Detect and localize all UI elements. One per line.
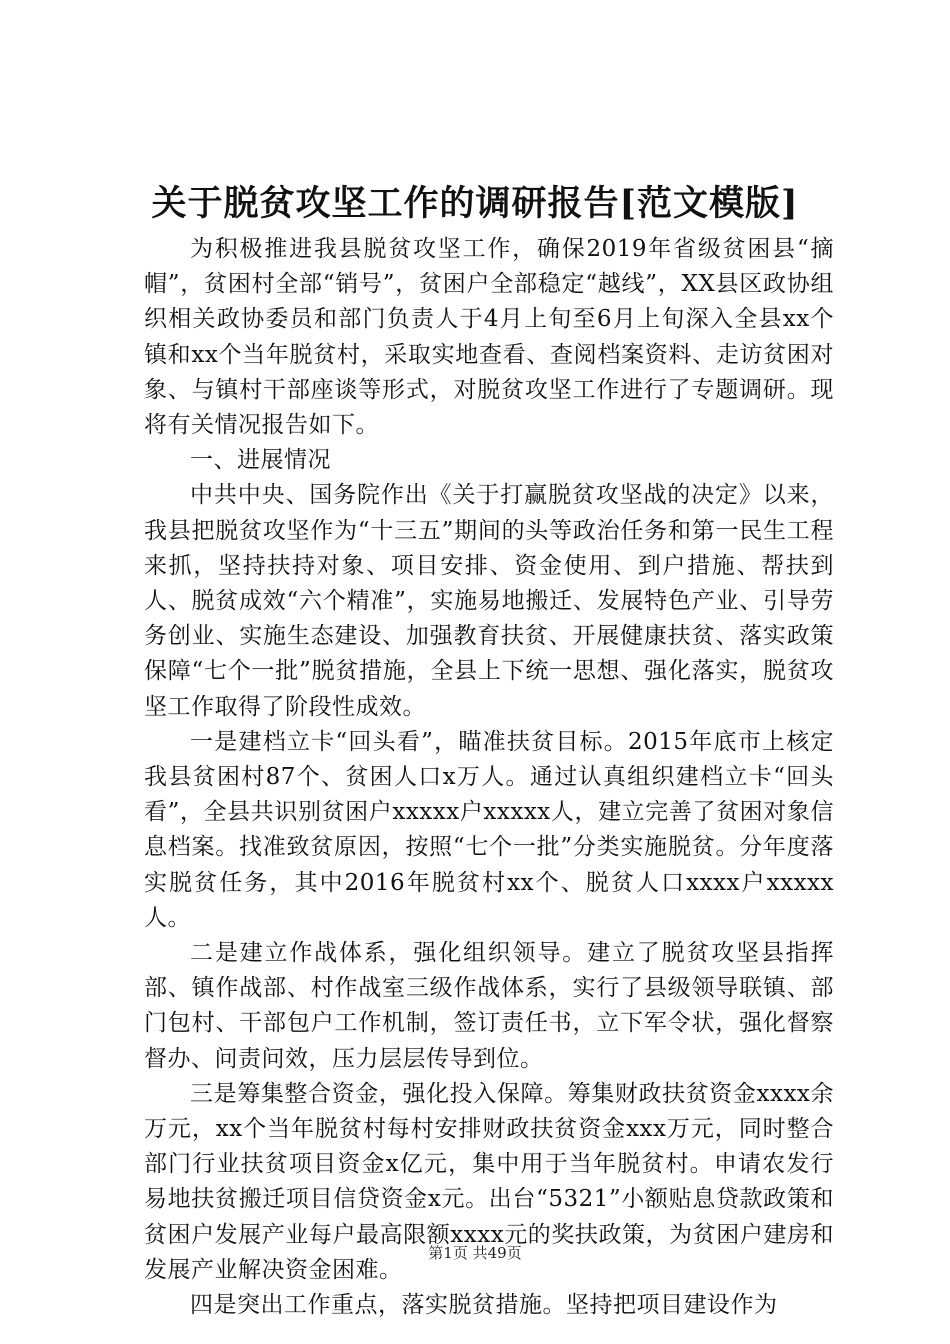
overview-paragraph: 中共中央、国务院作出《关于打赢脱贫攻坚战的决定》以来，我县把脱贫攻坚作为“十三五”期间的头等政治任务和第一民生工程来抓，坚持扶持对象、项目安排、资金使用、到户措施、帮扶到人、脱贫成效“六个精准”，实施易地搬迁、发展特色产业、引导劳务创业、实施生态建设、加强教育扶贫、开展健康扶贫、落实政策保障“七个一批”脱贫措施，全县上下统一思想、强化落实，脱贫攻坚工作取得了阶段性成效。 — [144, 482, 834, 720]
intro-paragraph: 为积极推进我县脱贫攻坚工作，确保2019年省级贫困县“摘帽”，贫困村全部“销号”，贫困户全部稳定“越线”，XX县区政协组织相关政协委员和部门负责人于4月上旬至6月上旬深入全县xx个镇和xx个当年脱贫村，采取实地查看、查阅档案资料、走访贫困对象、与镇村干部座谈等形式，对脱贫攻坚工作进行了专题调研。现将有关情况报告如下。 — [144, 236, 834, 439]
point-two-paragraph: 二是建立作战体系，强化组织领导。建立了脱贫攻坚县指挥部、镇作战部、村作战室三级作战体系，实行了县级领导联镇、部门包村、干部包户工作机制，签订责任书，立下军令状，强化督察督办、问责问效，压力层层传导到位。 — [144, 940, 834, 1072]
document-body — [144, 232, 834, 1323]
point-three-paragraph: 三是筹集整合资金，强化投入保障。筹集财政扶贫资金xxxx余万元，xx个当年脱贫村每村安排财政扶贫资金xxx万元，同时整合部门行业扶贫项目资金x亿元，集中用于当年脱贫村。申请农发行易地扶贫搬迁项目信贷资金x元。出台“5321”小额贴息贷款政策和贫困户发展产业每户最高限额xxxx元的奖扶政策，为贫困户建房和发展产业解决资金困难。 — [144, 1080, 834, 1283]
page-footer: 第1页 共49页 — [428, 1244, 522, 1262]
point-four-paragraph: 四是突出工作重点，落实脱贫措施。坚持把项目建设作为 — [190, 1292, 778, 1319]
section-heading-progress: 一、进展情况 — [190, 447, 331, 474]
document-title: 关于脱贫攻坚工作的调研报告[范文模版] — [151, 183, 799, 224]
point-one-paragraph: 一是建档立卡“回头看”，瞄准扶贫目标。2015年底市上核定我县贫困村87个、贫困人口x万人。通过认真组织建档立卡“回头看”，全县共识别贫困户xxxxx户xxxxx人，建立完善了贫困对象信息档案。找准致贫原因，按照“七个一批”分类实施脱贫。分年度落实脱贫任务，其中2016年脱贫村xx个、脱贫人口xxxx户xxxxx人。 — [144, 728, 834, 931]
